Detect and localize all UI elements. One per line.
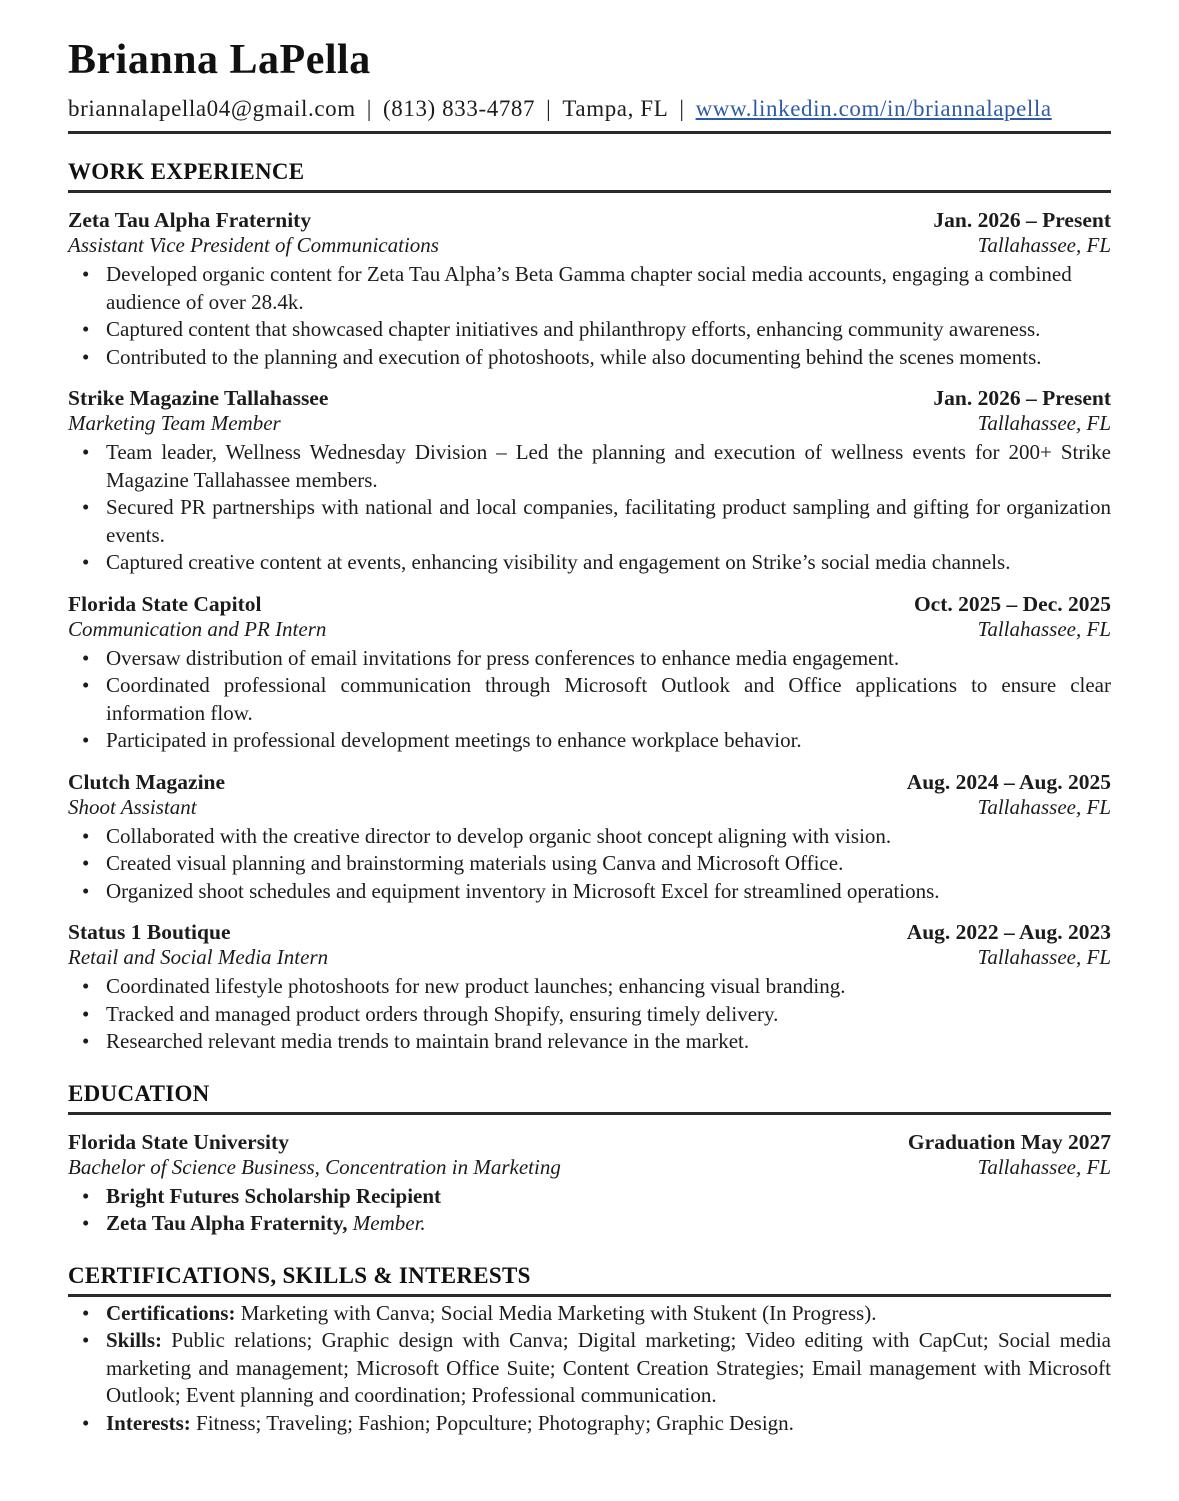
job-dates: Oct. 2025 – Dec. 2025 bbox=[913, 591, 1111, 616]
bullet-item bbox=[68, 672, 1111, 727]
section-title-certifications: CERTIFICATIONS, SKILLS & INTERESTS bbox=[68, 1262, 531, 1288]
bullet-icon: • bbox=[82, 645, 90, 670]
bullet-text: Developed organic content for Zeta Tau Alpha’s Beta Gamma chapter social media accounts, engaging a combined audience of over 28.4k. bbox=[106, 262, 1072, 314]
location-text: Tampa, FL bbox=[562, 96, 669, 121]
job-title: Assistant Vice President of Communications bbox=[68, 233, 439, 257]
job-title: Shoot Assistant bbox=[68, 794, 197, 819]
bullet-label: Interests: bbox=[106, 1410, 191, 1435]
job-location: Tallahassee, FL bbox=[977, 794, 1111, 819]
bullet-icon: • bbox=[82, 317, 90, 341]
bullet-item bbox=[68, 1300, 1111, 1328]
candidate-name: Brianna LaPella bbox=[68, 37, 371, 83]
job-subheader-row bbox=[68, 617, 1111, 642]
bullet-item bbox=[68, 973, 1111, 1001]
section-divider bbox=[68, 190, 1111, 193]
separator: | bbox=[679, 96, 685, 121]
education-bullet-list bbox=[68, 1183, 1111, 1238]
bullet-icon: • bbox=[82, 728, 90, 752]
bullet-icon: • bbox=[82, 1029, 90, 1053]
bullet-icon: • bbox=[82, 878, 90, 903]
bullet-label: Certifications: bbox=[106, 1300, 236, 1325]
job-bullet-list bbox=[68, 645, 1111, 755]
bullet-item bbox=[68, 549, 1111, 577]
school-location: Tallahassee, FL bbox=[977, 1154, 1111, 1179]
job-header-row bbox=[68, 920, 1111, 945]
certifications-skills-interests-section bbox=[68, 1263, 1111, 1438]
job-subheader-row bbox=[68, 795, 1111, 820]
job-location: Tallahassee, FL bbox=[977, 945, 1111, 969]
bullet-bold-text: Bright Futures Scholarship Recipient bbox=[106, 1183, 442, 1208]
bullet-item bbox=[68, 439, 1111, 494]
header-divider bbox=[68, 131, 1111, 134]
job-subheader-row bbox=[68, 945, 1111, 970]
job-dates: Aug. 2024 – Aug. 2025 bbox=[906, 769, 1111, 794]
bullet-item bbox=[68, 1183, 1111, 1211]
bullet-icon: • bbox=[82, 974, 90, 998]
degree-title: Bachelor of Science Business, Concentration in Marketing bbox=[68, 1154, 561, 1179]
job-entry-zeta-tau-alpha bbox=[68, 208, 1111, 371]
bullet-icon: • bbox=[82, 673, 90, 697]
bullet-value: Fitness; Traveling; Fashion; Popculture; Photography; Graphic Design. bbox=[190, 1410, 794, 1435]
education-entry bbox=[68, 1130, 1111, 1238]
bullet-item bbox=[68, 727, 1111, 755]
job-header-row bbox=[68, 386, 1111, 411]
email-text: briannalapella04@gmail.com bbox=[68, 96, 356, 121]
company-name: Zeta Tau Alpha Fraternity bbox=[68, 208, 312, 232]
bullet-item bbox=[68, 1001, 1111, 1029]
separator: | bbox=[366, 96, 372, 121]
job-bullet-list bbox=[68, 261, 1111, 371]
bullet-item bbox=[68, 1210, 1111, 1238]
bullet-text: Oversaw distribution of email invitations for press conferences to enhance media engagement. bbox=[106, 645, 900, 670]
bullet-label: Skills: bbox=[106, 1328, 163, 1352]
company-name: Strike Magazine Tallahassee bbox=[68, 386, 329, 410]
company-name: Florida State Capitol bbox=[68, 591, 262, 616]
school-name: Florida State University bbox=[68, 1129, 289, 1154]
bullet-value: Public relations; Graphic design with Canva; Digital marketing; Video editing with CapCut; Social media marketing and management; Microsoft Office Suite; Content Creation Strategies; Email management with Microsoft Outlook; Event planning and coordination; Professional communication. bbox=[106, 1328, 1111, 1407]
bullet-text: Organized shoot schedules and equipment inventory in Microsoft Excel for streamlined operations. bbox=[106, 878, 940, 903]
job-bullet-list bbox=[68, 973, 1111, 1056]
bullet-item bbox=[68, 261, 1111, 316]
job-entry-clutch-magazine bbox=[68, 770, 1111, 906]
bullet-text: Captured creative content at events, enhancing visibility and engagement on Strike’s social media channels. bbox=[106, 550, 1011, 574]
job-location: Tallahassee, FL bbox=[977, 616, 1111, 641]
job-location: Tallahassee, FL bbox=[977, 233, 1111, 257]
bullet-icon: • bbox=[82, 1328, 90, 1352]
section-title-work-experience: WORK EXPERIENCE bbox=[68, 159, 305, 184]
job-dates: Jan. 2026 – Present bbox=[933, 208, 1111, 232]
section-divider bbox=[68, 1294, 1111, 1297]
section-title-education: EDUCATION bbox=[68, 1080, 210, 1106]
bullet-item bbox=[68, 645, 1111, 673]
job-dates: Aug. 2022 – Aug. 2023 bbox=[906, 920, 1111, 944]
job-bullet-list bbox=[68, 439, 1111, 577]
bullet-text: Contributed to the planning and execution of photoshoots, while also documenting behind the scenes moments. bbox=[106, 344, 1042, 369]
bullet-text: Researched relevant media trends to maintain brand relevance in the market. bbox=[106, 1029, 750, 1053]
job-title: Communication and PR Intern bbox=[68, 616, 327, 641]
work-experience-section bbox=[68, 159, 1111, 1056]
bullet-text: Coordinated lifestyle photoshoots for new product launches; enhancing visual branding. bbox=[106, 974, 846, 998]
bullet-text: Participated in professional development meetings to enhance workplace behavior. bbox=[106, 728, 802, 752]
bullet-item bbox=[68, 1327, 1111, 1410]
bullet-text: Secured PR partnerships with national and local companies, facilitating product sampling and gifting for organization events. bbox=[106, 495, 1111, 547]
bullet-text: Tracked and managed product orders through Shopify, ensuring timely delivery. bbox=[106, 1001, 779, 1026]
bullet-item bbox=[68, 1410, 1111, 1438]
education-header-row bbox=[68, 1130, 1111, 1155]
bullet-italic-text: Member. bbox=[347, 1211, 426, 1235]
bullet-text bbox=[106, 1410, 1111, 1438]
job-title: Retail and Social Media Intern bbox=[68, 945, 329, 969]
bullet-text: Captured content that showcased chapter initiatives and philanthropy efforts, enhancing community awareness. bbox=[106, 317, 1041, 341]
bullet-item bbox=[68, 316, 1111, 344]
bullet-text: Team leader, Wellness Wednesday Division – Led the planning and execution of wellness events for 200+ Strike Magazine Tallahassee members. bbox=[106, 440, 1111, 492]
separator: | bbox=[546, 96, 552, 121]
bullet-icon: • bbox=[82, 344, 90, 369]
bullet-bold-text: Zeta Tau Alpha Fraternity, bbox=[106, 1211, 348, 1235]
bullet-icon: • bbox=[82, 1183, 90, 1208]
job-dates: Jan. 2026 – Present bbox=[933, 386, 1111, 410]
bullet-icon: • bbox=[82, 823, 90, 848]
company-name: Status 1 Boutique bbox=[68, 920, 231, 944]
job-header-row bbox=[68, 592, 1111, 617]
bullet-text bbox=[106, 1210, 1111, 1238]
bullet-icon: • bbox=[82, 1211, 90, 1235]
certifications-bullet-list bbox=[68, 1300, 1111, 1438]
education-section bbox=[68, 1081, 1111, 1238]
job-header-row bbox=[68, 770, 1111, 795]
job-header-row bbox=[68, 208, 1111, 233]
section-divider bbox=[68, 1112, 1111, 1115]
resume-header bbox=[68, 36, 1111, 134]
bullet-value: Marketing with Canva; Social Media Marketing with Stukent (In Progress). bbox=[235, 1300, 877, 1325]
bullet-text: Created visual planning and brainstorming materials using Canva and Microsoft Office. bbox=[106, 851, 844, 875]
job-subheader-row bbox=[68, 411, 1111, 436]
bullet-icon: • bbox=[82, 495, 90, 519]
company-name: Clutch Magazine bbox=[68, 769, 226, 794]
job-entry-strike-magazine bbox=[68, 386, 1111, 577]
bullet-icon: • bbox=[82, 440, 90, 464]
bullet-text: Collaborated with the creative director to develop organic shoot concept aligning with vision. bbox=[106, 823, 892, 848]
job-subheader-row bbox=[68, 233, 1111, 258]
bullet-item bbox=[68, 344, 1111, 372]
job-bullet-list bbox=[68, 823, 1111, 906]
bullet-text bbox=[106, 1327, 1111, 1410]
bullet-text bbox=[106, 1183, 1111, 1211]
bullet-icon: • bbox=[82, 1410, 90, 1435]
job-entry-florida-state-capitol bbox=[68, 592, 1111, 755]
bullet-icon: • bbox=[82, 262, 90, 286]
linkedin-link[interactable]: www.linkedin.com/in/briannalapella bbox=[695, 96, 1052, 121]
bullet-icon: • bbox=[82, 1300, 90, 1325]
bullet-item bbox=[68, 1028, 1111, 1056]
bullet-item bbox=[68, 878, 1111, 906]
phone-text: (813) 833-4787 bbox=[383, 96, 536, 121]
bullet-icon: • bbox=[82, 1001, 90, 1026]
job-title: Marketing Team Member bbox=[68, 411, 281, 435]
bullet-icon: • bbox=[82, 550, 90, 574]
education-subheader-row bbox=[68, 1155, 1111, 1180]
bullet-item bbox=[68, 850, 1111, 878]
graduation-date: Graduation May 2027 bbox=[907, 1129, 1111, 1154]
contact-line bbox=[68, 96, 1111, 122]
bullet-text: Coordinated professional communication through Microsoft Outlook and Office applications to ensure clear information flow. bbox=[106, 673, 1111, 725]
job-location: Tallahassee, FL bbox=[977, 411, 1111, 435]
bullet-icon: • bbox=[82, 851, 90, 875]
bullet-item bbox=[68, 823, 1111, 851]
bullet-text bbox=[106, 1300, 1111, 1328]
job-entry-status-1-boutique bbox=[68, 920, 1111, 1056]
bullet-item bbox=[68, 494, 1111, 549]
